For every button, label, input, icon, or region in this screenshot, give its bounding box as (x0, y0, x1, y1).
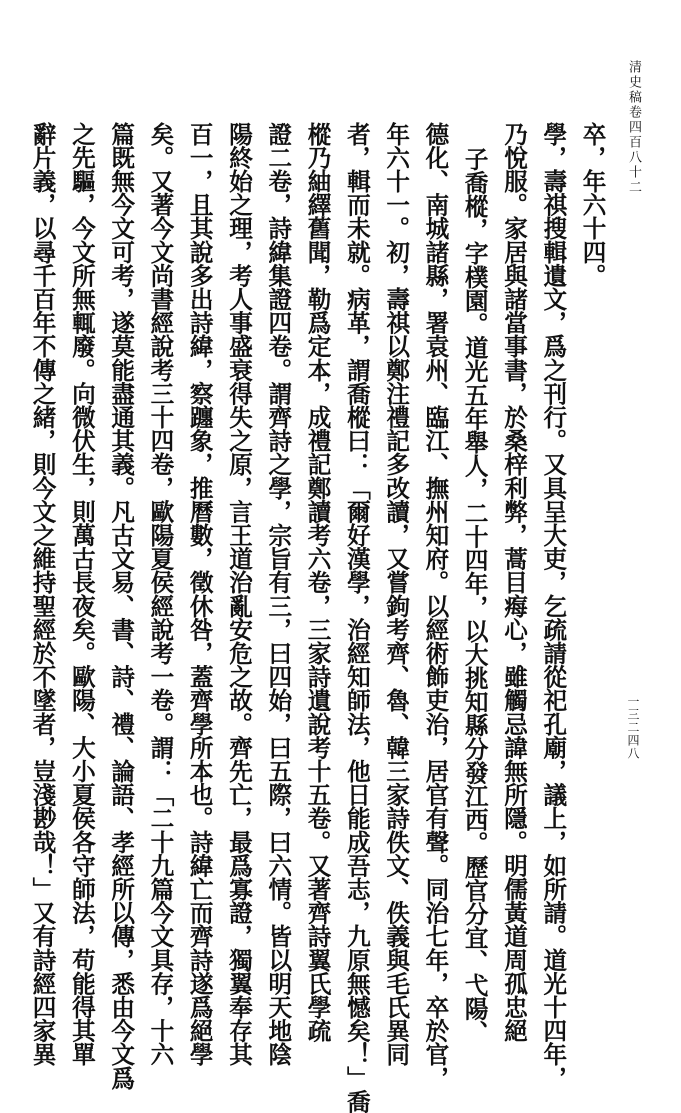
text-column: 陽終始之理，考人事盛衰得失之原，言王道治亂安危之故。齊先亡，最爲寡證，獨翼奉存其 (225, 122, 254, 1066)
text-column: 子喬樅，字樸園。道光五年舉人，二十四年，以大挑知縣分發江西。歷官分宜、弋陽、 (460, 147, 489, 1044)
text-column: 乃悅服。家居與諸當事書，於桑梓利弊，蒿目痗心，雖觸忌諱無所隱。明儒黃道周孤忠絕 (500, 122, 529, 1043)
text-column: 樅乃紬繹舊聞，勒爲定本，成禮記鄭讀考六卷，三家詩遺說考十五卷。又著齊詩翼氏學疏 (303, 122, 332, 1043)
text-column: 證二卷，詩緯集證四卷。謂齊詩之學，宗旨有三，曰四始，曰五際，曰六情。皆以明天地陰 (264, 122, 293, 1066)
text-column: 辭片義，以尋千百年不傳之緒，則今文之維持聖經於不墜者，豈淺尠哉！」又有詩經四家異 (28, 122, 57, 1066)
text-column: 學，壽祺搜輯遺文，爲之刊行。又具呈大吏，乞疏請從祀孔廟，議上，如所請。道光十四年， (539, 122, 568, 1090)
text-column: 卒，年六十四。 (578, 122, 607, 288)
text-column: 德化、南城諸縣，署袁州、臨江、撫州知府。以經術飾吏治，居官有聲。同治七年，卒於官， (421, 122, 450, 1090)
running-head: 清史稿卷四百八十二 (626, 60, 641, 195)
text-column: 篇既無今文可考，遂莫能盡通其義。凡古文易、書、詩、禮、論語、孝經所以傳，悉由今文爲 (107, 122, 136, 1090)
text-column: 矣。又著今文尚書經說考三十四卷，歐陽夏侯經說考一卷。謂：「二十九篇今文具存，十六 (146, 122, 175, 1066)
text-column: 者，輯而未就。病革，謂喬樅曰：「爾好漢學，治經知師法，他日能成吾志，九原無憾矣！」喬 (342, 122, 371, 1113)
text-column: 百一，且其說多出詩緯，察躔象，推曆數，徵休咎，蓋齊學所本也。詩緯亡而齊詩遂爲絕學 (185, 122, 214, 1066)
text-column: 之先驅，今文所無輒廢。向微伏生，則萬古長夜矣。歐陽、大小夏侯各守師法，苟能得其單 (67, 122, 96, 1066)
page-number: 一三二四八 (626, 695, 640, 760)
text-column: 年六十一。初，壽祺以鄭注禮記多改讀，又嘗鉤考齊、魯、韓三家詩佚文、佚義與毛氏異同 (382, 122, 411, 1066)
